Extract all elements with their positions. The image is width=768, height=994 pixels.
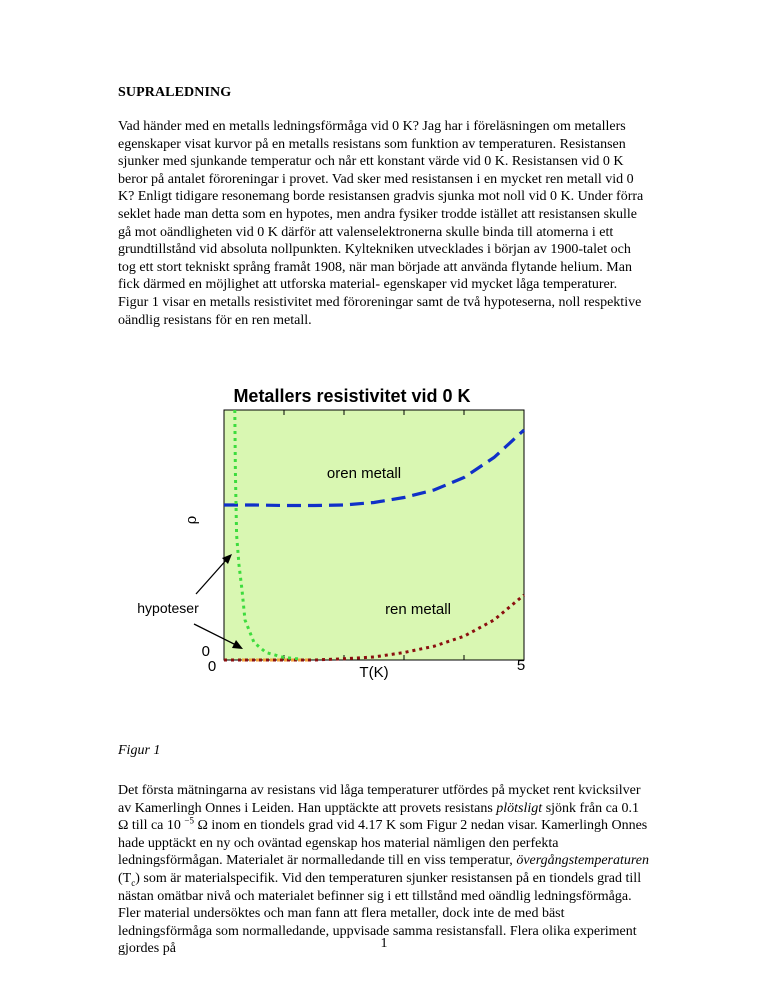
plot-area — [224, 410, 524, 660]
exponent: −5 — [184, 815, 194, 826]
annotation-oren-metall: oren metall — [326, 465, 402, 482]
text-run: sjönk från ca 0.1 Ω till ca 10 — [118, 800, 639, 834]
figure-caption: Figur 1 — [118, 743, 161, 758]
text-run: Ω inom en tiondels grad vid 4.17 K som Figur 2 nedan visar. Kamerlingh Onnes hade upptäckt en ny och oväntad egenskap hos material nämligen den perfekta ledningsförmågan. Materialet är normalledande till en viss temperatur, — [118, 818, 648, 869]
body-paragraph — [118, 782, 650, 958]
italic-term: plötsligt — [496, 800, 543, 816]
x-tick-label: 0 — [207, 658, 217, 675]
intro-paragraph: Vad händer med en metalls ledningsförmåga vid 0 K? Jag har i föreläsningen om metallers egenskaper visat kurvor på en metalls resistans som funktion av temperaturen. Resistansen sjunker med sjunkande temperatur och når ett konstant värde vid 0 K. Resistansen vid 0 K beror på antalet föroreningar i provet. Vad sker med resistansen i en mycket ren metall vid 0 K? Enligt tidigare resonemang borde resistansen gradvis sjunka mot noll vid 0 K. Under förra seklet hade man detta som en hypotes, men andra fysiker trodde istället att resistansen skulle gå mot oändligheten vid 0 K därför att valenselektronerna skulle binda till atomerna i ett grundtillstånd vid absoluta nollpunkten. Kyltekniken utvecklades i början av 1900-talet och tog ett stort tekniskt språng framåt 1908, när man började att använda flytande helium. Man fick därmed en möjlighet att utforska material- egenskaper vid mycket låga temperaturer. Figur 1 visar en metalls resistivitet med föroreningar samt de två hypoteserna, noll respektive oändlig resistans för en ren metall. — [118, 119, 644, 328]
text-run: Det första mätningarna av resistans vid låga temperaturer utfördes på mycket rent kvicksilver av Kamerlingh Onnes i Leiden. Han upptäckte att provets resistans — [118, 783, 641, 816]
section-heading: SUPRALEDNING — [118, 85, 232, 100]
x-axis-label: T(K) — [359, 664, 389, 681]
y-axis-label: ρ — [182, 515, 200, 525]
resistivity-chart — [0, 370, 768, 700]
y-tick-label: 0 — [201, 643, 210, 660]
x-tick-label: 5 — [516, 657, 526, 674]
text-run: ) som är materialspecifik. Vid den temperaturen sjunker resistansen på en tiondels grad till nästan omätbar nivå och materialet befinner sig i ett tillstånd med oändlig ledningsförmåga. Fler material undersöktes och man fann att flera metaller, dock inte de med bäst ledningsförmåga som normalledande, uppvisade samma resistansfall. Flera olika experiment gjordes på — [118, 870, 642, 957]
figure-1 — [0, 370, 768, 700]
subscript: c — [131, 877, 136, 888]
annotation-hypoteser: hypoteser — [137, 600, 199, 616]
text-run: (T — [118, 870, 132, 886]
page-number: 1 — [380, 936, 388, 951]
italic-term: övergångstemperaturen — [516, 853, 650, 869]
arrow-to-infinite-hypothesis — [196, 558, 228, 594]
chart-title: Metallers resistivitet vid 0 K — [233, 386, 471, 406]
annotation-ren-metall: ren metall — [385, 601, 451, 618]
